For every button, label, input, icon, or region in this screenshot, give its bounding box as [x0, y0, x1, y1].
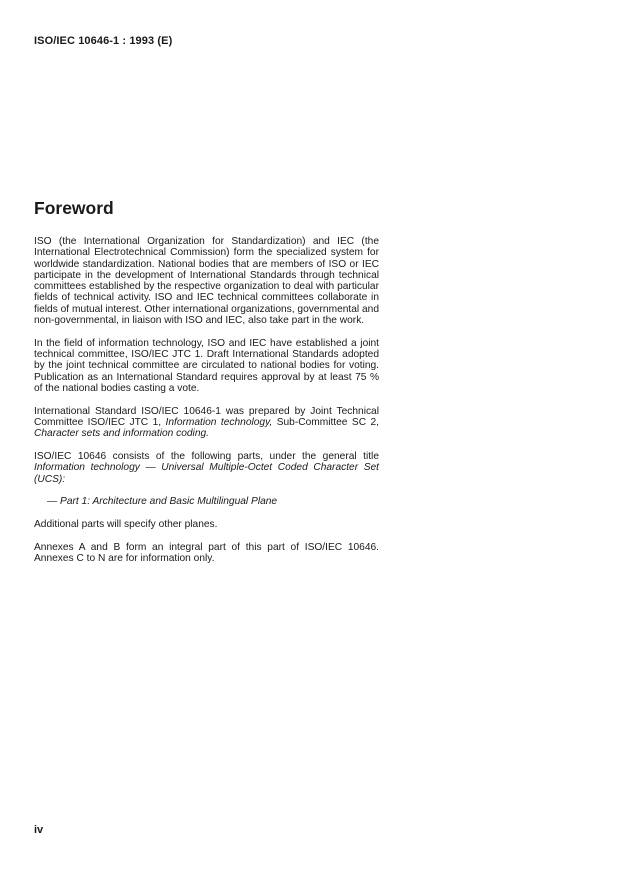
subcommittee-title-text: Character sets and information coding.: [34, 428, 209, 440]
foreword-body: [34, 236, 379, 576]
paragraph-annexes: Annexes A and B form an integral part of this part of ISO/IEC 10646. Annexes C to N are for information only.: [34, 541, 379, 564]
page-number: iv: [34, 824, 44, 836]
subcommittee-text: Sub-Committee SC 2,: [272, 416, 379, 428]
paragraph-prepared-by: [34, 406, 379, 440]
general-title-text: Information technology — Universal Multiple-Octet Coded Character Set (UCS):: [34, 462, 379, 485]
paragraph-organizations: ISO (the International Organization for Standardization) and IEC (the International Electrotechnical Commission) form the specialized system for worldwide standardization. National bodies that are members of ISO or IEC participate in the development of International Standards through technical committees established by the respective organization to deal with particular fields of technical activity. ISO and IEC technical committees collaborate in fields of mutual interest. Other international organizations, governmental and non-governmental, in liaison with ISO and IEC, also take part in the work.: [34, 236, 379, 327]
committee-title-text: Information technology,: [165, 416, 273, 428]
parts-intro-text: ISO/IEC 10646 consists of the following parts, under the general title: [34, 450, 379, 462]
list-item-part-1: — Part 1: Architecture and Basic Multilingual Plane: [47, 496, 278, 508]
paragraph-joint-committee: In the field of information technology, ISO and IEC have established a joint technical committee, ISO/IEC JTC 1. Draft International Standards adopted by the joint technical committee are circulated to national bodies for voting. Publication as an International Standard requires approval by at least 75 % of the national bodies casting a vote.: [34, 337, 379, 394]
prepared-by-text: International Standard ISO/IEC 10646-1 was prepared by Joint Technical Committee ISO/IEC JTC 1,: [34, 405, 379, 428]
paragraph-parts: [34, 451, 379, 485]
running-header: ISO/IEC 10646-1 : 1993 (E): [34, 35, 173, 47]
paragraph-additional-parts: Additional parts will specify other planes.: [34, 518, 218, 530]
section-title: Foreword: [34, 198, 114, 218]
